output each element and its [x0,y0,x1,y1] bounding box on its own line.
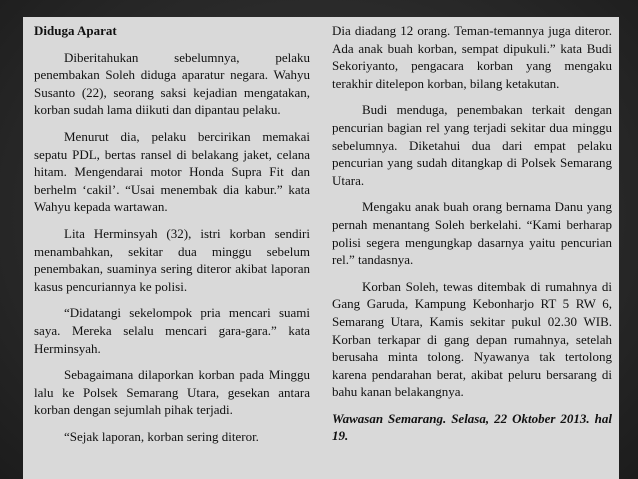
paragraph: Korban Soleh, tewas ditembak di rumahnya di Gang Garuda, Kampung Kebonharjo RT 5 RW 6, Semarang Utara, Kamis sekitar pukul 02.30 WIB. Korban terkapar di gang depan rumahnya, setelah berusaha minta tolong. Nyawanya tak tertolong karena pendarahan berat, akibat peluru bersarang di bahu kanan belakangnya. [332,278,612,400]
paragraph: Budi menduga, penembakan terkait dengan pencurian bagian rel yang terjadi sekitar dua minggu sebelumnya. Diketahui dua dari empat pelaku pencurian yang sudah ditangkap di Polsek Semarang Utara. [332,102,612,188]
paragraph: Mengaku anak buah orang bernama Danu yang pernah menantang Soleh berkelahi. “Kami berharap polisi segera mengungkap dasarnya yaitu pencurian rel.” tandasnya. [332,199,612,268]
right-column [332,22,612,454]
article-headline: Diduga Aparat [34,23,117,38]
paragraph: “Didatangi sekelompok pria mencari suami saya. Mereka selalu mencari gara-gara.” kata Herminsyah. [34,305,310,356]
paragraph: Dia diadang 12 orang. Teman-temannya juga diteror. Ada anak buah korban, sempat dipukuli.” kata Budi Sekoriyanto, pengacara korban yang mengaku terakhir ditelepon korban, bilang ketakutan. [332,23,612,91]
paragraph: Sebagaimana dilaporkan korban pada Minggu lalu ke Polsek Semarang Utara, gesekan antara korban dengan sejumlah pihak terjadi. [34,367,310,418]
source-citation: Wawasan Semarang. Selasa, 22 Oktober 2013. hal 19. [332,410,612,444]
paragraph: Menurut dia, pelaku bercirikan memakai sepatu PDL, bertas ransel di belakang jaket, celana hitam. Mengendarai motor Honda Supra Fit dan berhelm ‘cakil’. “Usai menembak dia kabur.” kata Wahyu kepada wartawan. [34,128,310,215]
article-page [23,17,619,479]
left-column [34,22,310,445]
paragraph: “Sejak laporan, korban sering diteror. [64,428,259,444]
paragraph: Lita Herminsyah (32), istri korban sendiri menambahkan, sekitar dua minggu sebelum penembakan, suaminya sering diteror akibat laporan kasus pencuriannya ke polisi. [34,225,310,294]
paragraph: Diberitahukan sebelumnya, pelaku penembakan Soleh diduga aparatur negara. Wahyu Susanto (22), seorang saksi kejadian mengatakan, korban sudah lama diikuti dan dipantau pelaku. [34,49,310,118]
